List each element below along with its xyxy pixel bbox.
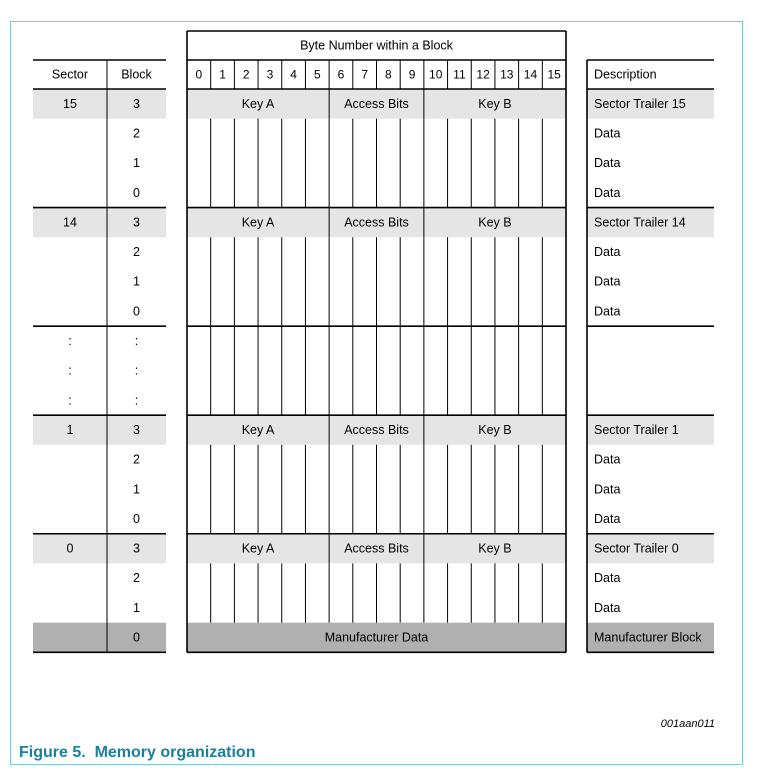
row-fill-left [33, 623, 166, 653]
byte-number-label: 15 [547, 67, 561, 82]
block-number: 3 [133, 541, 140, 556]
block-number: : [134, 363, 139, 378]
block-number: 1 [133, 156, 140, 171]
byte-number-label: 13 [500, 67, 514, 82]
sector-header: Sector [51, 67, 89, 82]
sector-number: 0 [66, 541, 74, 556]
sector-number: : [68, 393, 72, 408]
row-description: Data [594, 452, 621, 467]
block-number: 2 [133, 245, 140, 260]
sector-number: 15 [63, 96, 77, 111]
block-number: 3 [133, 215, 140, 230]
byte-number-label: 3 [266, 67, 274, 82]
byte-number-label: 4 [290, 67, 297, 82]
byte-number-title: Byte Number within a Block [300, 38, 453, 53]
block-number: : [134, 393, 139, 408]
block-number: 0 [133, 304, 140, 319]
row-description: Sector Trailer 1 [594, 422, 679, 437]
row-fill-left [33, 534, 166, 564]
key-a-field: Key A [241, 541, 275, 556]
row-description: Data [594, 511, 621, 526]
block-number: : [134, 334, 139, 349]
row-description: Data [594, 482, 621, 497]
byte-number-label: 6 [337, 67, 345, 82]
row-fill-left [33, 89, 166, 119]
byte-number-label: 9 [408, 67, 416, 82]
sector-number: : [68, 363, 72, 378]
row-description: Data [594, 274, 621, 289]
block-number: 1 [133, 600, 140, 615]
access-bits-field: Access Bits [344, 96, 409, 111]
row-description: Data [594, 600, 621, 615]
key-a-field: Key A [241, 215, 275, 230]
byte-number-label: 0 [195, 67, 203, 82]
row-description: Data [594, 571, 621, 586]
figure-code: 001aan011 [660, 718, 715, 730]
row-description: Data [594, 304, 621, 319]
byte-number-label: 2 [242, 67, 250, 82]
row-fill-left [33, 415, 166, 445]
block-number: 3 [133, 96, 140, 111]
byte-number-label: 12 [476, 67, 490, 82]
row-fill-left [33, 208, 166, 238]
block-number: 1 [133, 482, 140, 497]
key-a-field: Key A [241, 96, 275, 111]
block-number: 3 [133, 422, 140, 437]
block-number: 0 [133, 511, 140, 526]
key-b-field: Key B [478, 96, 512, 111]
byte-number-label: 10 [429, 67, 443, 82]
key-b-field: Key B [478, 422, 512, 437]
key-b-field: Key B [478, 215, 512, 230]
block-number: 0 [133, 630, 140, 645]
row-description: Data [594, 185, 621, 200]
byte-number-label: 14 [523, 67, 538, 82]
row-description: Data [594, 156, 621, 171]
block-number: 2 [133, 126, 140, 141]
sector-number: : [68, 334, 72, 349]
byte-number-label: 1 [219, 67, 226, 82]
row-description: Sector Trailer 0 [594, 541, 679, 556]
block-number: 2 [133, 452, 140, 467]
row-description: Data [594, 245, 621, 260]
row-description: Manufacturer Block [594, 630, 702, 645]
description-header: Description [594, 67, 657, 82]
block-number: 0 [133, 185, 140, 200]
sector-number: 14 [63, 215, 77, 230]
access-bits-field: Access Bits [344, 422, 409, 437]
byte-number-label: 11 [453, 67, 466, 82]
block-number: 1 [133, 274, 140, 289]
byte-number-label: 7 [361, 67, 368, 82]
figure-caption: Figure 5. Memory organization [19, 744, 256, 761]
row-description: Data [594, 126, 621, 141]
manufacturer-data-field: Manufacturer Data [324, 630, 429, 645]
block-header: Block [121, 67, 152, 82]
key-b-field: Key B [478, 541, 512, 556]
block-number: 2 [133, 571, 140, 586]
row-description: Sector Trailer 15 [594, 96, 686, 111]
row-description: Sector Trailer 14 [594, 215, 686, 230]
sector-number: 1 [66, 422, 74, 437]
key-a-field: Key A [241, 422, 275, 437]
byte-number-label: 8 [385, 67, 392, 82]
access-bits-field: Access Bits [344, 215, 409, 230]
byte-number-label: 5 [313, 67, 321, 82]
access-bits-field: Access Bits [344, 541, 409, 556]
